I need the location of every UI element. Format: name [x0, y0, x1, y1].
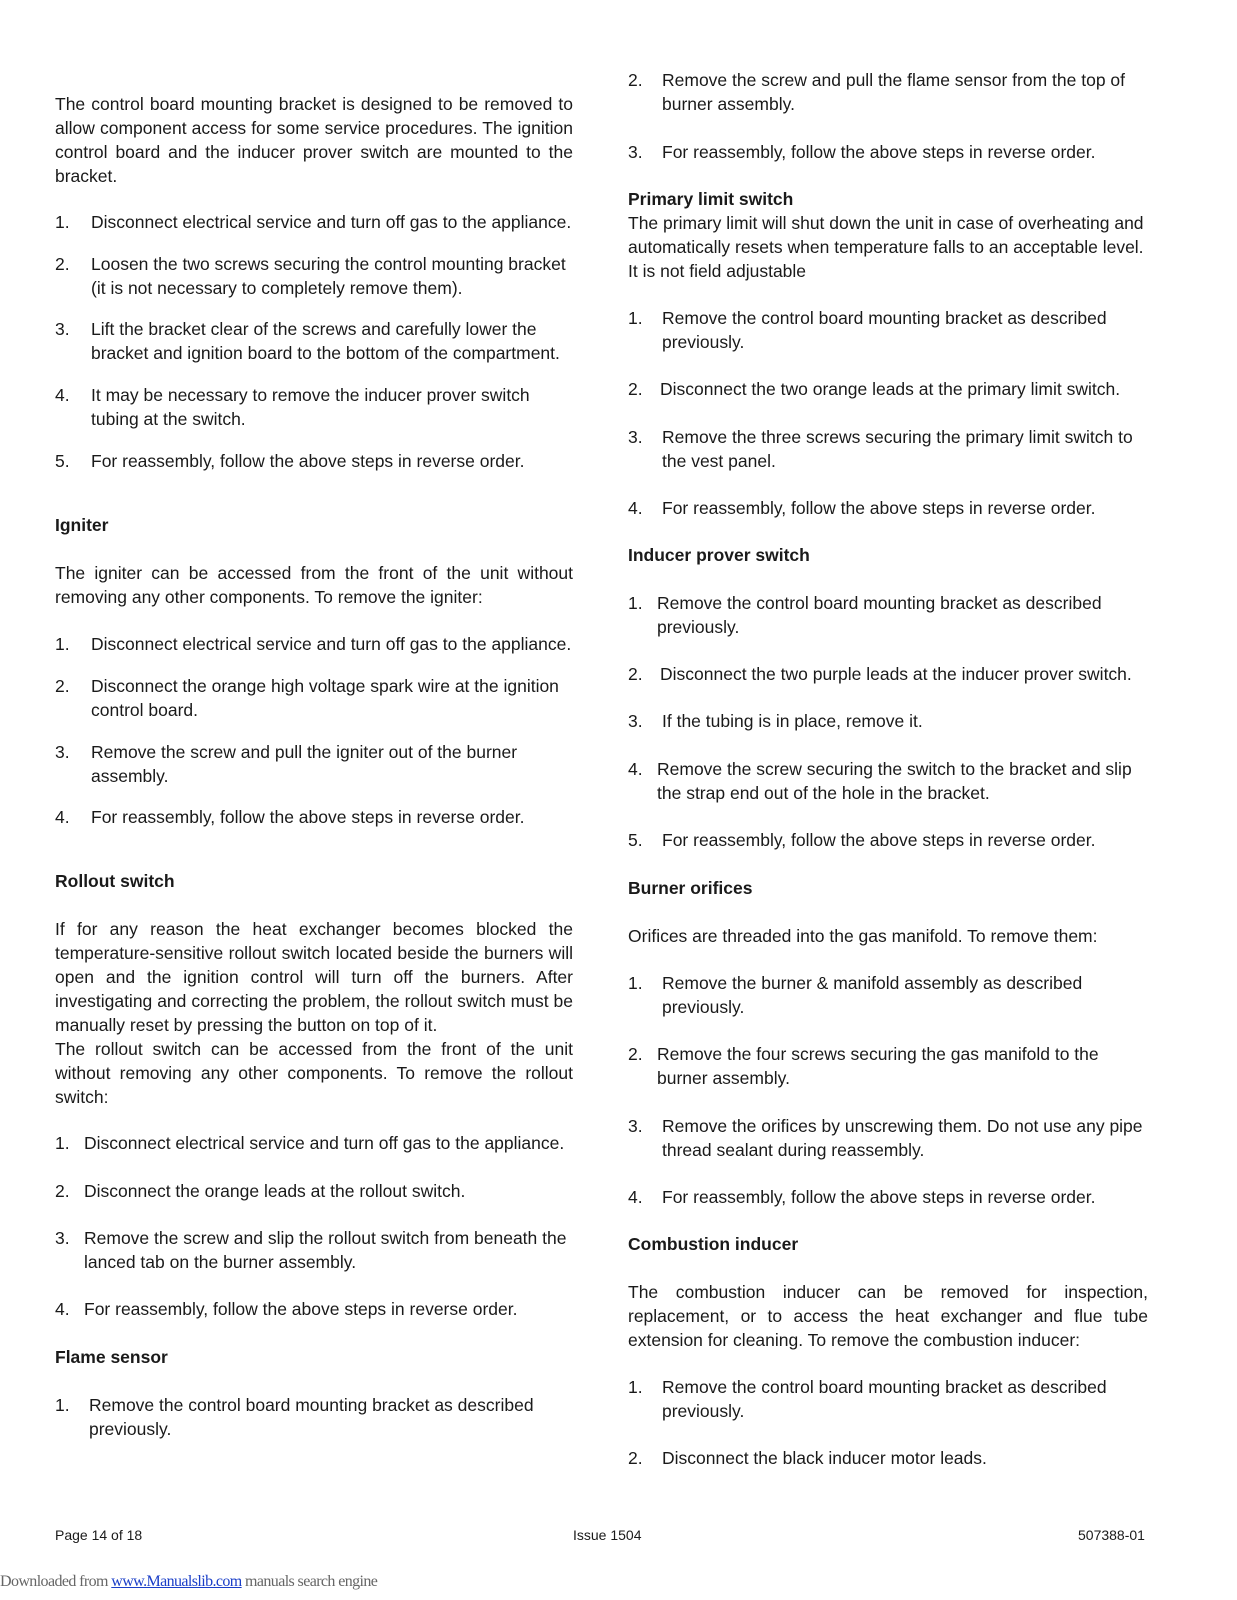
rollout-step	[55, 1179, 573, 1203]
step-text: For reassembly, follow the above steps in reverse order.	[662, 142, 1096, 162]
primary-limit-step	[628, 496, 1148, 520]
step-number: 1.	[628, 973, 643, 993]
step-number: 1.	[628, 308, 643, 328]
bracket-step	[55, 383, 573, 431]
step-number: 3.	[55, 319, 70, 339]
step-text: Remove the four screws securing the gas manifold to the burner assembly.	[657, 1044, 1099, 1088]
bracket-step	[55, 252, 573, 300]
step-number: 1.	[55, 1133, 70, 1153]
section-heading-flame-sensor: Flame sensor	[55, 1347, 168, 1367]
igniter-intro	[55, 561, 573, 609]
step-number: 5.	[55, 451, 70, 471]
document-number: 507388-01	[1078, 1527, 1145, 1543]
step-number: 2.	[55, 254, 70, 274]
step-number: 5.	[628, 830, 643, 850]
orifices-step	[628, 1042, 1148, 1090]
paragraph: The combustion inducer can be removed for inspection, replacement, or to access the heat exchanger and flue tube extension for cleaning. To remove the combustion inducer:	[628, 1282, 1148, 1350]
inducer-prover-step	[628, 709, 1148, 733]
primary-limit-step	[628, 425, 1148, 473]
paragraph: The rollout switch can be accessed from the front of the unit without removing any other components. To remove the rollout switch:	[55, 1039, 573, 1107]
section-heading-burner-orifices: Burner orifices	[628, 878, 753, 898]
step-number: 1.	[55, 212, 70, 232]
step-text: Remove the control board mounting bracket as described previously.	[662, 1377, 1107, 1421]
step-number: 2.	[55, 676, 70, 696]
step-number: 2.	[628, 1448, 643, 1468]
step-number: 3.	[628, 142, 643, 162]
combustion-step	[628, 1446, 1148, 1470]
orifices-step	[628, 1185, 1148, 1209]
step-number: 1.	[55, 634, 70, 654]
rollout-step	[55, 1297, 573, 1321]
step-text: For reassembly, follow the above steps in reverse order.	[84, 1299, 518, 1319]
step-text: Remove the screw securing the switch to the bracket and slip the strap end out of the hole in the bracket.	[657, 759, 1132, 803]
section-heading-inducer-prover: Inducer prover switch	[628, 545, 810, 565]
primary-limit-step	[628, 306, 1148, 354]
step-number: 3.	[628, 1116, 643, 1136]
download-suffix: manuals search engine	[241, 1573, 378, 1590]
section-heading-rollout: Rollout switch	[55, 871, 175, 891]
inducer-prover-step	[628, 828, 1148, 852]
step-number: 4.	[628, 498, 643, 518]
step-text: Remove the screw and pull the flame sensor from the top of burner assembly.	[662, 70, 1126, 114]
step-text: Remove the control board mounting bracket as described previously.	[89, 1395, 534, 1439]
section-heading-combustion-inducer: Combustion inducer	[628, 1234, 799, 1254]
igniter-step	[55, 632, 573, 656]
step-number: 1.	[628, 1377, 643, 1397]
issue-number: Issue 1504	[573, 1527, 642, 1543]
step-text: Remove the three screws securing the primary limit switch to the vest panel.	[662, 427, 1133, 471]
rollout-description	[55, 917, 573, 1109]
step-text: For reassembly, follow the above steps in reverse order.	[91, 807, 525, 827]
step-text: Disconnect electrical service and turn off gas to the appliance.	[84, 1133, 565, 1153]
primary-limit-step	[628, 377, 1148, 401]
orifices-step	[628, 1114, 1148, 1162]
step-text: Remove the control board mounting bracket as described previously.	[662, 308, 1107, 352]
igniter-step	[55, 740, 573, 788]
step-number: 2.	[55, 1181, 70, 1201]
step-text: Remove the orifices by unscrewing them. Do not use any pipe thread sealant during reassembly.	[662, 1116, 1143, 1160]
section-heading-primary-limit: Primary limit switch	[628, 189, 794, 209]
step-text: Remove the burner & manifold assembly as described previously.	[662, 973, 1083, 1017]
step-number: 1.	[55, 1395, 70, 1415]
inducer-prover-step	[628, 662, 1148, 686]
step-text: Remove the screw and pull the igniter out of the burner assembly.	[91, 742, 518, 786]
orifices-intro	[628, 924, 1148, 948]
step-text: For reassembly, follow the above steps in reverse order.	[662, 498, 1096, 518]
step-number: 3.	[55, 1228, 70, 1248]
igniter-step	[55, 674, 573, 722]
step-number: 4.	[55, 385, 70, 405]
step-number: 4.	[628, 1187, 643, 1207]
rollout-step	[55, 1131, 573, 1155]
page-number: Page 14 of 18	[55, 1527, 143, 1543]
download-prefix: Downloaded from	[0, 1573, 112, 1590]
step-number: 3.	[628, 711, 643, 731]
bracket-step	[55, 317, 573, 365]
step-text: Disconnect the orange high voltage spark wire at the ignition control board.	[91, 676, 559, 720]
step-number: 2.	[628, 70, 643, 90]
step-number: 2.	[628, 1044, 643, 1064]
igniter-step	[55, 805, 573, 829]
paragraph: The control board mounting bracket is designed to be removed to allow component access for some service procedures. The ignition control board and the inducer prover switch are mounted to the bracket.	[55, 94, 573, 186]
paragraph: The primary limit will shut down the unit in case of overheating and automatically resets when temperature falls to an acceptable level. It is not field adjustable	[628, 213, 1144, 281]
bracket-step	[55, 449, 573, 473]
primary-limit-intro	[628, 211, 1148, 283]
step-number: 2.	[628, 379, 643, 399]
step-number: 2.	[628, 664, 643, 684]
step-text: Disconnect the black inducer motor leads.	[662, 1448, 987, 1468]
step-text: It may be necessary to remove the inducer prover switch tubing at the switch.	[91, 385, 530, 429]
step-number: 4.	[55, 1299, 70, 1319]
flame-step	[628, 140, 1148, 164]
inducer-prover-step	[628, 591, 1148, 639]
step-text: Disconnect electrical service and turn off gas to the appliance.	[91, 634, 572, 654]
step-text: Disconnect the two orange leads at the primary limit switch.	[660, 379, 1121, 399]
orifices-step	[628, 971, 1148, 1019]
paragraph: If for any reason the heat exchanger becomes blocked the temperature-sensitive rollout switch located beside the burners will open and the ignition control will turn off the burners. After investigating and correcting the problem, the rollout switch must be manually reset by pressing the button on top of it.	[55, 919, 573, 1035]
step-number: 3.	[55, 742, 70, 762]
inducer-prover-step	[628, 757, 1148, 805]
step-text: Disconnect electrical service and turn off gas to the appliance.	[91, 212, 572, 232]
step-text: Remove the control board mounting bracket as described previously.	[657, 593, 1102, 637]
step-number: 1.	[628, 593, 643, 613]
flame-step	[55, 1393, 573, 1441]
step-text: If the tubing is in place, remove it.	[662, 711, 923, 731]
step-text: For reassembly, follow the above steps in reverse order.	[662, 1187, 1096, 1207]
step-text: Remove the screw and slip the rollout switch from beneath the lanced tab on the burner assembly.	[84, 1228, 567, 1272]
manualslib-link[interactable]: www.Manualslib.com	[111, 1573, 242, 1590]
bracket-intro	[55, 92, 573, 188]
step-text: Lift the bracket clear of the screws and carefully lower the bracket and ignition board to the bottom of the compartment.	[91, 319, 560, 363]
step-text: Loosen the two screws securing the control mounting bracket (it is not necessary to completely remove them).	[91, 254, 566, 298]
combustion-step	[628, 1375, 1148, 1423]
step-number: 3.	[628, 427, 643, 447]
step-number: 4.	[55, 807, 70, 827]
step-text: Disconnect the two purple leads at the inducer prover switch.	[660, 664, 1132, 684]
step-text: For reassembly, follow the above steps in reverse order.	[91, 451, 525, 471]
bracket-step	[55, 210, 573, 234]
section-heading-igniter: Igniter	[55, 515, 109, 535]
paragraph: Orifices are threaded into the gas manifold. To remove them:	[628, 926, 1098, 946]
step-text: For reassembly, follow the above steps in reverse order.	[662, 830, 1096, 850]
download-banner	[0, 1573, 377, 1591]
combustion-intro	[628, 1280, 1148, 1352]
step-number: 4.	[628, 759, 643, 779]
paragraph: The igniter can be accessed from the front of the unit without removing any other components. To remove the igniter:	[55, 563, 573, 607]
step-text: Disconnect the orange leads at the rollout switch.	[84, 1181, 466, 1201]
flame-step	[628, 68, 1148, 116]
rollout-step	[55, 1226, 573, 1274]
